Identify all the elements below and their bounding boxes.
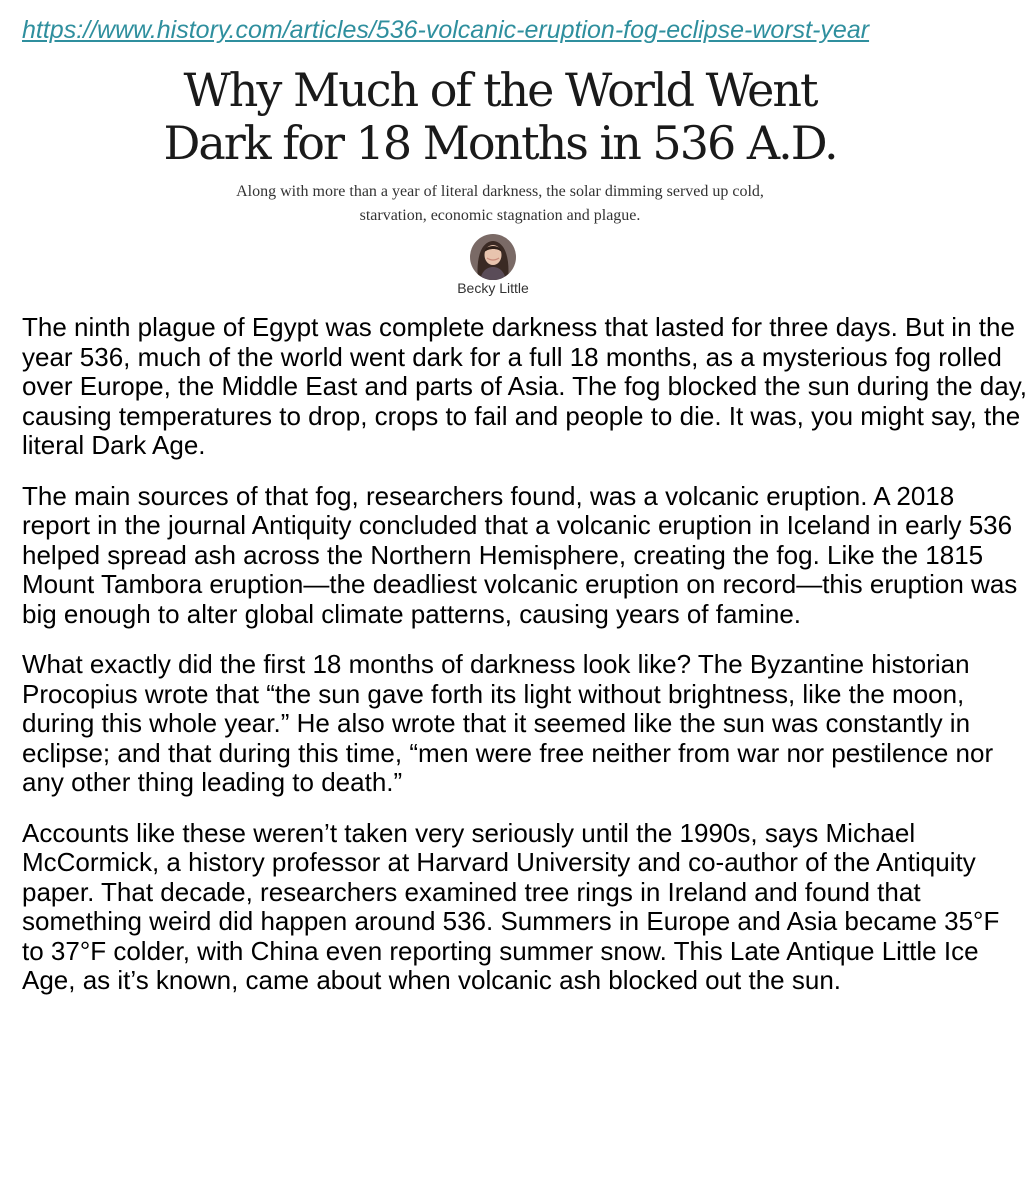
headline-line-1: Why Much of the World Went [183,63,817,117]
article-subtitle [140,180,860,228]
paragraph-1: The ninth plague of Egypt was complete darkness that lasted for three days. But in the year 536, much of the world went dark for a full 18 months, as a mysterious fog rolled over Europe, the Middle East and parts of Asia. The fog blocked the sun during the day, causing temperatures to drop, crops to fail and people to die. It was, you might say, the literal Dark Age. [22,312,1027,460]
article-body [22,313,1028,1017]
article-headline [0,64,1000,170]
headline-line-2: Dark for 18 Months in 536 A.D. [163,116,837,170]
paragraph-2: The main sources of that fog, researchers found, was a volcanic eruption. A 2018 report in the journal Antiquity concluded that a volcanic eruption in Iceland in early 536 helped spread ash across the Northern Hemisphere, creating the fog. Like the 1815 Mount Tambora eruption—the deadliest volcanic eruption on record—this eruption was big enough to alter global climate patterns, causing years of famine. [22,480,1018,629]
author-photo-icon [470,234,516,280]
source-url-link[interactable]: https://www.history.com/articles/536-volcanic-eruption-fog-eclipse-worst-year [22,16,870,44]
paragraph-4: Accounts like these weren’t taken very seriously until the 1990s, says Michael McCormick, a history professor at Harvard University and co-author of the Antiquity paper. That decade, researchers examined tree rings in Ireland and found that something weird did happen around 536. Summers in Europe and Asia became 35°F to 37°F colder, with China even reporting summer snow. This Late Antique Little Ice Age, as it’s known, came about when volcanic ash blocked out the sun. [22,817,1000,995]
subtitle-line-2: starvation, economic stagnation and plague. [359,207,641,224]
author-name[interactable]: Becky Little [457,280,529,296]
paragraph-3: What exactly did the first 18 months of darkness look like? The Byzantine historian Procopius wrote that “the sun gave forth its light without brightness, like the moon, during this whole year.” He also wrote that it seemed like the sun was constantly in eclipse; and that during this time, “men were free neither from war nor pestilence nor any other thing leading to death.” [22,649,994,797]
subtitle-line-1: Along with more than a year of literal darkness, the solar dimming served up cold, [236,183,764,200]
author-avatar[interactable] [470,234,516,280]
